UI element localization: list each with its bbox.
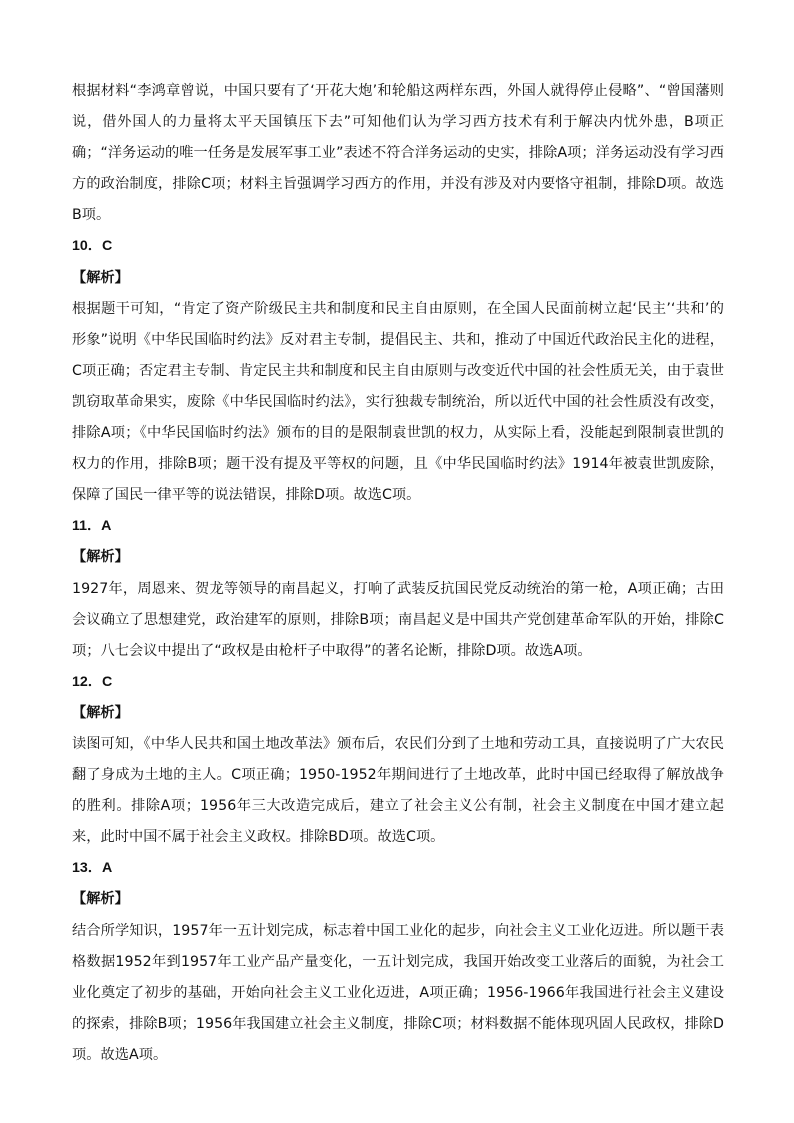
analysis-tag: 【解析】 <box>72 269 129 286</box>
answer-item-10 <box>72 231 724 511</box>
analysis-text: 1927年，周恩来、贺龙等领导的南昌起义，打响了武装反抗国民党反动统治的第一枪，A项正确；古田会议确立了思想建党，政治建军的原则，排除B项；南昌起义是中国共产党创建革命军队的开始，排除C项；八七会议中提出了“政权是由枪杆子中取得”的著名论断，排除D项。故选A项。 <box>72 580 724 659</box>
analysis-tag: 【解析】 <box>72 704 129 721</box>
document-page <box>72 76 724 1071</box>
answer-item-12 <box>72 667 724 854</box>
question-number: 11．A <box>72 518 112 535</box>
answer-item-11 <box>72 511 724 666</box>
analysis-tag: 【解析】 <box>72 891 129 908</box>
analysis-text: 根据题干可知，“肯定了资产阶级民主共和制度和民主自由原则，在全国人民面前树立起‘民主’‘共和’的形象”说明《中华民国临时约法》反对君主专制，提倡民主、共和，推动了中国近代政治民主化的进程，C项正确；否定君主专制、肯定民主共和制度和民主自由原则与改变近代中国的社会性质无关，由于袁世凯窃取革命果实，废除《中华民国临时约法》，实行独裁专制统治，所以近代中国的社会性质没有改变，排除A项；《中华民国临时约法》颁布的目的是限制袁世凯的权力，从实际上看，没能起到限制袁世凯的权力的作用，排除B项；题干没有提及平等权的问题，且《中华民国临时约法》1914年被袁世凯废除，保障了国民一律平等的说法错误，排除D项。故选C项。 <box>72 300 724 504</box>
analysis-tag: 【解析】 <box>72 549 129 566</box>
intro-paragraph: 根据材料“李鸿章曾说，中国只要有了‘开花大炮’和轮船这两样东西，外国人就得停止侵略”、“曾国藩则说，借外国人的力量将太平天国镇压下去”可知他们认为学习西方技术有利于解决内忧外患，B项正确；“洋务运动的唯一任务是发展军事工业”表述不符合洋务运动的史实，排除A项；洋务运动没有学习西方的政治制度，排除C项；材料主旨强调学习西方的作用，并没有涉及对内要恪守祖制，排除D项。故选B项。 <box>72 83 724 224</box>
question-number: 12．C <box>72 673 113 690</box>
answer-item-13 <box>72 853 724 1071</box>
question-number: 10．C <box>72 238 113 255</box>
question-number: 13．A <box>72 860 113 877</box>
analysis-text: 结合所学知识，1957年一五计划完成，标志着中国工业化的起步，向社会主义工业化迈进。所以题干表格数据1952年到1957年工业产品产量变化，一五计划完成，我国开始改变工业落后的面貌，为社会工业化奠定了初步的基础，开始向社会主义工业化迈进，A项正确；1956-1966年我国进行社会主义建设的探索，排除B项；1956年我国建立社会主义制度，排除C项；材料数据不能体现巩固人民政权，排除D项。故选A项。 <box>72 922 724 1063</box>
analysis-text: 读图可知，《中华人民共和国土地改革法》颁布后，农民们分到了土地和劳动工具，直接说明了广大农民翻了身成为土地的主人。C项正确；1950-1952年期间进行了土地改革，此时中国已经取得了解放战争的胜利。排除A项；1956年三大改造完成后，建立了社会主义公有制，社会主义制度在中国才建立起来，此时中国不属于社会主义政权。排除BD项。故选C项。 <box>72 735 724 846</box>
